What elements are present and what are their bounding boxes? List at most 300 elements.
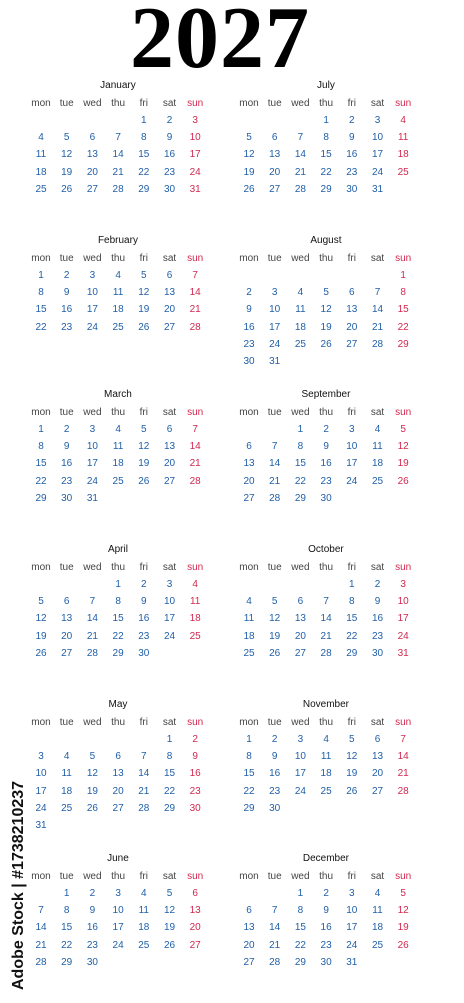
day-cell: 26 — [243, 183, 255, 195]
day-cell: 26 — [86, 802, 98, 814]
day-cell: 4 — [63, 751, 70, 763]
day-cell: 27 — [86, 183, 98, 195]
month-december — [236, 853, 426, 1003]
day-cell: 16 — [61, 304, 73, 316]
day-cell: 15 — [397, 304, 409, 316]
month-february — [28, 235, 218, 385]
day-cell: 25 — [371, 939, 384, 951]
day-cell: 29 — [61, 956, 73, 968]
weekday-header-tue: tue — [267, 717, 282, 728]
day-cell: 29 — [243, 802, 255, 814]
day-cell: 4 — [192, 579, 198, 590]
weekday-header-fri: fri — [139, 253, 148, 264]
day-cell: 22 — [35, 475, 47, 487]
day-cell: 7 — [400, 734, 406, 745]
day-cell: 12 — [35, 613, 47, 625]
day-cell: 8 — [166, 751, 173, 763]
weekday-header-mon: mon — [239, 253, 259, 264]
day-cell: 2 — [192, 734, 198, 745]
day-cell: 28 — [189, 475, 201, 487]
day-cell: 16 — [189, 768, 201, 780]
month-november — [236, 699, 426, 849]
month-name: December — [302, 853, 350, 864]
day-cell: 29 — [163, 802, 176, 814]
day-cell: 11 — [372, 441, 383, 453]
day-cell: 15 — [35, 458, 47, 470]
day-cell: 25 — [112, 475, 124, 487]
day-cell: 14 — [294, 149, 306, 161]
day-cell: 30 — [163, 183, 176, 195]
day-cell: 15 — [163, 768, 176, 780]
day-cell: 12 — [320, 304, 332, 316]
weekday-header-fri: fri — [347, 98, 356, 109]
day-cell: 13 — [112, 768, 124, 780]
day-cell: 29 — [112, 647, 124, 659]
day-cell: 17 — [397, 613, 409, 625]
weekday-header-wed: wed — [291, 562, 310, 573]
day-cell: 9 — [271, 751, 278, 763]
day-cell: 3 — [89, 424, 96, 435]
day-cell: 26 — [346, 785, 358, 797]
day-cell: 19 — [138, 458, 150, 470]
day-cell: 23 — [61, 475, 73, 487]
day-cell: 29 — [320, 183, 332, 195]
day-cell: 14 — [189, 287, 201, 299]
weekday-header-mon: mon — [31, 717, 51, 728]
day-cell: 23 — [346, 166, 358, 178]
day-cell: 21 — [371, 321, 384, 333]
month-name: March — [104, 389, 132, 400]
day-cell: 6 — [89, 132, 96, 144]
day-cell: 28 — [397, 785, 409, 797]
day-cell: 11 — [189, 596, 201, 608]
weekday-header-sat: sat — [162, 253, 177, 264]
day-cell: 10 — [86, 441, 98, 453]
day-cell: 2 — [374, 579, 381, 590]
day-cell: 31 — [269, 356, 281, 367]
day-cell: 24 — [163, 630, 176, 642]
day-cell: 16 — [371, 613, 384, 625]
day-cell: 3 — [271, 287, 278, 299]
month-name: November — [302, 699, 350, 710]
day-cell: 27 — [243, 492, 255, 504]
month-name: May — [108, 699, 128, 710]
day-cell: 4 — [323, 734, 329, 745]
day-cell: 25 — [371, 475, 384, 487]
weekday-header-thu: thu — [111, 717, 126, 728]
day-cell: 16 — [346, 149, 358, 161]
weekday-header-tue: tue — [59, 717, 74, 728]
day-cell: 1 — [400, 270, 406, 281]
day-cell: 27 — [163, 475, 176, 487]
day-cell: 3 — [115, 888, 121, 899]
day-cell: 25 — [397, 166, 409, 178]
day-cell: 30 — [243, 356, 255, 367]
day-cell: 27 — [61, 647, 73, 659]
day-cell: 20 — [294, 630, 306, 642]
day-cell: 26 — [163, 939, 176, 951]
day-cell: 6 — [63, 596, 70, 608]
day-cell: 10 — [346, 905, 358, 917]
day-cell: 19 — [138, 304, 150, 316]
day-cell: 25 — [243, 647, 255, 659]
day-cell: 31 — [346, 956, 358, 968]
day-cell: 12 — [397, 905, 409, 917]
day-cell: 30 — [138, 647, 150, 659]
day-cell: 17 — [346, 458, 358, 470]
day-cell: 9 — [323, 905, 329, 917]
day-cell: 5 — [323, 287, 329, 299]
day-cell: 22 — [346, 630, 358, 642]
day-cell: 25 — [189, 630, 201, 642]
day-cell: 21 — [112, 166, 124, 178]
day-cell: 8 — [246, 751, 252, 763]
day-cell: 30 — [61, 492, 73, 504]
day-cell: 6 — [374, 734, 381, 745]
day-cell: 2 — [271, 734, 278, 745]
day-cell: 15 — [35, 304, 47, 316]
day-cell: 3 — [349, 888, 355, 899]
day-cell: 6 — [166, 270, 173, 281]
day-cell: 1 — [38, 270, 44, 281]
day-cell: 2 — [349, 115, 355, 126]
day-cell: 8 — [323, 132, 329, 144]
weekday-header-sat: sat — [162, 717, 177, 728]
day-cell: 20 — [163, 304, 176, 316]
day-cell: 19 — [397, 458, 409, 470]
watermark-text: Adobe Stock | #1738210237 — [10, 780, 27, 990]
day-cell: 16 — [320, 922, 332, 934]
weekday-header-tue: tue — [267, 98, 282, 109]
day-cell: 14 — [371, 304, 384, 316]
day-cell: 10 — [294, 751, 306, 763]
day-cell: 28 — [189, 321, 201, 333]
day-cell: 7 — [89, 596, 96, 608]
month-july — [236, 80, 426, 230]
day-cell: 28 — [294, 183, 306, 195]
day-cell: 7 — [323, 596, 329, 608]
day-cell: 10 — [163, 596, 176, 608]
weekday-header-tue: tue — [267, 407, 282, 418]
day-cell: 16 — [86, 922, 98, 934]
day-cell: 22 — [138, 166, 150, 178]
weekday-header-sun: sun — [187, 98, 204, 109]
weekday-header-thu: thu — [319, 871, 334, 882]
day-cell: 8 — [38, 441, 44, 453]
weekday-header-wed: wed — [291, 717, 310, 728]
day-cell: 8 — [38, 287, 44, 299]
day-cell: 17 — [86, 458, 98, 470]
day-cell: 6 — [115, 751, 121, 763]
day-cell: 10 — [269, 304, 281, 316]
day-cell: 18 — [320, 768, 332, 780]
weekday-header-mon: mon — [239, 871, 259, 882]
day-cell: 15 — [294, 922, 306, 934]
day-cell: 11 — [243, 613, 255, 625]
month-april — [28, 544, 218, 694]
month-name: July — [317, 80, 335, 91]
day-cell: 18 — [35, 166, 47, 178]
day-cell: 6 — [192, 888, 198, 899]
day-cell: 17 — [86, 304, 98, 316]
day-cell: 9 — [166, 132, 173, 144]
day-cell: 13 — [243, 458, 255, 470]
weekday-header-sun: sun — [187, 407, 204, 418]
day-cell: 24 — [35, 802, 47, 814]
day-cell: 22 — [294, 475, 306, 487]
month-name: August — [310, 235, 342, 246]
day-cell: 21 — [189, 458, 201, 470]
day-cell: 8 — [115, 596, 121, 608]
weekday-header-tue: tue — [59, 562, 74, 573]
weekday-header-mon: mon — [31, 407, 51, 418]
day-cell: 19 — [86, 785, 98, 797]
day-cell: 1 — [38, 424, 44, 435]
day-cell: 10 — [189, 132, 201, 144]
day-cell: 30 — [371, 647, 384, 659]
day-cell: 2 — [323, 888, 329, 899]
day-cell: 8 — [63, 905, 70, 917]
day-cell: 27 — [346, 338, 358, 350]
day-cell: 28 — [35, 956, 47, 968]
day-cell: 17 — [163, 613, 176, 625]
day-cell: 8 — [141, 132, 147, 144]
weekday-header-tue: tue — [267, 253, 282, 264]
day-cell: 12 — [86, 768, 98, 780]
day-cell: 9 — [374, 596, 381, 608]
weekday-header-mon: mon — [239, 98, 259, 109]
day-cell: 30 — [86, 956, 98, 968]
day-cell: 12 — [243, 149, 255, 161]
day-cell: 16 — [138, 613, 150, 625]
day-cell: 4 — [297, 287, 304, 299]
day-cell: 11 — [112, 287, 124, 299]
day-cell: 22 — [397, 321, 409, 333]
day-cell: 20 — [243, 475, 255, 487]
day-cell: 30 — [320, 956, 332, 968]
weekday-header-tue: tue — [267, 871, 282, 882]
day-cell: 22 — [294, 939, 306, 951]
day-cell: 1 — [115, 579, 121, 590]
day-cell: 14 — [320, 613, 332, 625]
month-january — [28, 80, 218, 230]
weekday-header-sat: sat — [370, 562, 385, 573]
day-cell: 5 — [166, 888, 173, 899]
month-name: April — [107, 544, 128, 555]
day-cell: 11 — [397, 132, 409, 144]
day-cell: 17 — [294, 768, 306, 780]
day-cell: 13 — [86, 149, 98, 161]
day-cell: 2 — [141, 579, 147, 590]
day-cell: 21 — [86, 630, 98, 642]
day-cell: 5 — [400, 888, 406, 899]
day-cell: 14 — [35, 922, 47, 934]
day-cell: 5 — [400, 424, 406, 435]
day-cell: 10 — [397, 596, 409, 608]
day-cell: 1 — [141, 115, 147, 126]
day-cell: 21 — [397, 768, 409, 780]
day-cell: 18 — [61, 785, 73, 797]
day-cell: 28 — [112, 183, 124, 195]
day-cell: 13 — [294, 613, 306, 625]
day-cell: 21 — [189, 304, 201, 316]
day-cell: 12 — [346, 751, 358, 763]
day-cell: 18 — [371, 922, 384, 934]
day-cell: 23 — [61, 321, 73, 333]
weekday-header-sun: sun — [187, 253, 204, 264]
day-cell: 23 — [320, 939, 332, 951]
day-cell: 25 — [61, 802, 73, 814]
day-cell: 22 — [243, 785, 255, 797]
weekday-header-tue: tue — [59, 253, 74, 264]
day-cell: 9 — [89, 905, 96, 917]
day-cell: 24 — [294, 785, 306, 797]
weekday-header-wed: wed — [291, 253, 310, 264]
day-cell: 30 — [320, 492, 332, 504]
day-cell: 5 — [141, 270, 147, 281]
day-cell: 2 — [63, 270, 70, 281]
day-cell: 28 — [320, 647, 332, 659]
day-cell: 16 — [163, 149, 176, 161]
day-cell: 24 — [371, 166, 384, 178]
weekday-header-thu: thu — [319, 407, 334, 418]
weekday-header-sun: sun — [395, 98, 412, 109]
day-cell: 24 — [112, 939, 124, 951]
weekday-header-tue: tue — [267, 562, 282, 573]
day-cell: 8 — [400, 287, 406, 299]
day-cell: 22 — [163, 785, 176, 797]
day-cell: 24 — [397, 630, 409, 642]
day-cell: 21 — [320, 630, 332, 642]
day-cell: 28 — [269, 492, 281, 504]
day-cell: 27 — [243, 956, 255, 968]
day-cell: 26 — [138, 321, 150, 333]
day-cell: 9 — [246, 304, 252, 316]
day-cell: 24 — [346, 939, 358, 951]
day-cell: 5 — [271, 596, 278, 608]
day-cell: 19 — [397, 922, 409, 934]
day-cell: 26 — [397, 475, 409, 487]
day-cell: 15 — [138, 149, 150, 161]
day-cell: 19 — [320, 321, 332, 333]
day-cell: 27 — [112, 802, 124, 814]
weekday-header-fri: fri — [139, 98, 148, 109]
day-cell: 7 — [115, 132, 121, 144]
day-cell: 2 — [166, 115, 173, 126]
day-cell: 6 — [297, 596, 304, 608]
day-cell: 8 — [349, 596, 355, 608]
day-cell: 20 — [269, 166, 281, 178]
day-cell: 10 — [371, 132, 384, 144]
day-cell: 13 — [269, 149, 281, 161]
day-cell: 9 — [63, 441, 70, 453]
day-cell: 28 — [269, 956, 281, 968]
weekday-header-mon: mon — [31, 562, 51, 573]
day-cell: 15 — [294, 458, 306, 470]
day-cell: 18 — [138, 922, 150, 934]
day-cell: 27 — [269, 183, 281, 195]
weekday-header-sat: sat — [162, 407, 177, 418]
day-cell: 13 — [243, 922, 255, 934]
day-cell: 15 — [320, 149, 332, 161]
weekday-header-wed: wed — [83, 717, 102, 728]
day-cell: 9 — [192, 751, 198, 763]
day-cell: 24 — [86, 475, 98, 487]
day-cell: 4 — [374, 424, 381, 435]
day-cell: 21 — [269, 475, 281, 487]
day-cell: 6 — [246, 905, 252, 917]
month-october — [236, 544, 426, 694]
day-cell: 25 — [35, 183, 47, 195]
day-cell: 30 — [189, 802, 201, 814]
weekday-header-mon: mon — [239, 407, 259, 418]
day-cell: 19 — [61, 166, 73, 178]
day-cell: 20 — [163, 458, 176, 470]
day-cell: 19 — [243, 166, 255, 178]
day-cell: 23 — [243, 338, 255, 350]
weekday-header-fri: fri — [347, 717, 356, 728]
day-cell: 5 — [38, 596, 44, 608]
day-cell: 31 — [371, 183, 384, 195]
day-cell: 19 — [35, 630, 47, 642]
day-cell: 24 — [269, 338, 281, 350]
weekday-header-sun: sun — [187, 717, 204, 728]
day-cell: 25 — [294, 338, 306, 350]
day-cell: 2 — [323, 424, 329, 435]
day-cell: 1 — [323, 115, 329, 126]
weekday-header-sat: sat — [162, 562, 177, 573]
stock-watermark — [10, 750, 28, 990]
weekday-header-thu: thu — [111, 98, 126, 109]
day-cell: 25 — [320, 785, 332, 797]
month-september — [236, 389, 426, 539]
day-cell: 3 — [349, 424, 355, 435]
day-cell: 10 — [35, 768, 47, 780]
weekday-header-sat: sat — [162, 871, 177, 882]
day-cell: 23 — [320, 475, 332, 487]
day-cell: 21 — [294, 166, 306, 178]
day-cell: 29 — [138, 183, 150, 195]
day-cell: 17 — [112, 922, 124, 934]
day-cell: 20 — [346, 321, 358, 333]
day-cell: 18 — [371, 458, 384, 470]
day-cell: 14 — [397, 751, 409, 763]
weekday-header-sun: sun — [395, 717, 412, 728]
weekday-header-fri: fri — [347, 407, 356, 418]
day-cell: 20 — [86, 166, 98, 178]
day-cell: 26 — [269, 647, 281, 659]
day-cell: 4 — [115, 424, 121, 435]
weekday-header-fri: fri — [347, 253, 356, 264]
day-cell: 11 — [372, 905, 383, 917]
day-cell: 11 — [35, 149, 47, 161]
day-cell: 25 — [112, 321, 124, 333]
month-name: February — [97, 235, 138, 246]
day-cell: 12 — [138, 441, 150, 453]
weekday-header-mon: mon — [31, 98, 51, 109]
day-cell: 18 — [294, 321, 306, 333]
day-cell: 28 — [138, 802, 150, 814]
day-cell: 29 — [294, 956, 306, 968]
day-cell: 4 — [374, 888, 381, 899]
day-cell: 26 — [138, 475, 150, 487]
day-cell: 11 — [295, 304, 306, 316]
day-cell: 1 — [63, 888, 70, 899]
day-cell: 12 — [138, 287, 150, 299]
day-cell: 2 — [89, 888, 96, 899]
day-cell: 3 — [400, 579, 406, 590]
month-name: September — [301, 389, 351, 400]
